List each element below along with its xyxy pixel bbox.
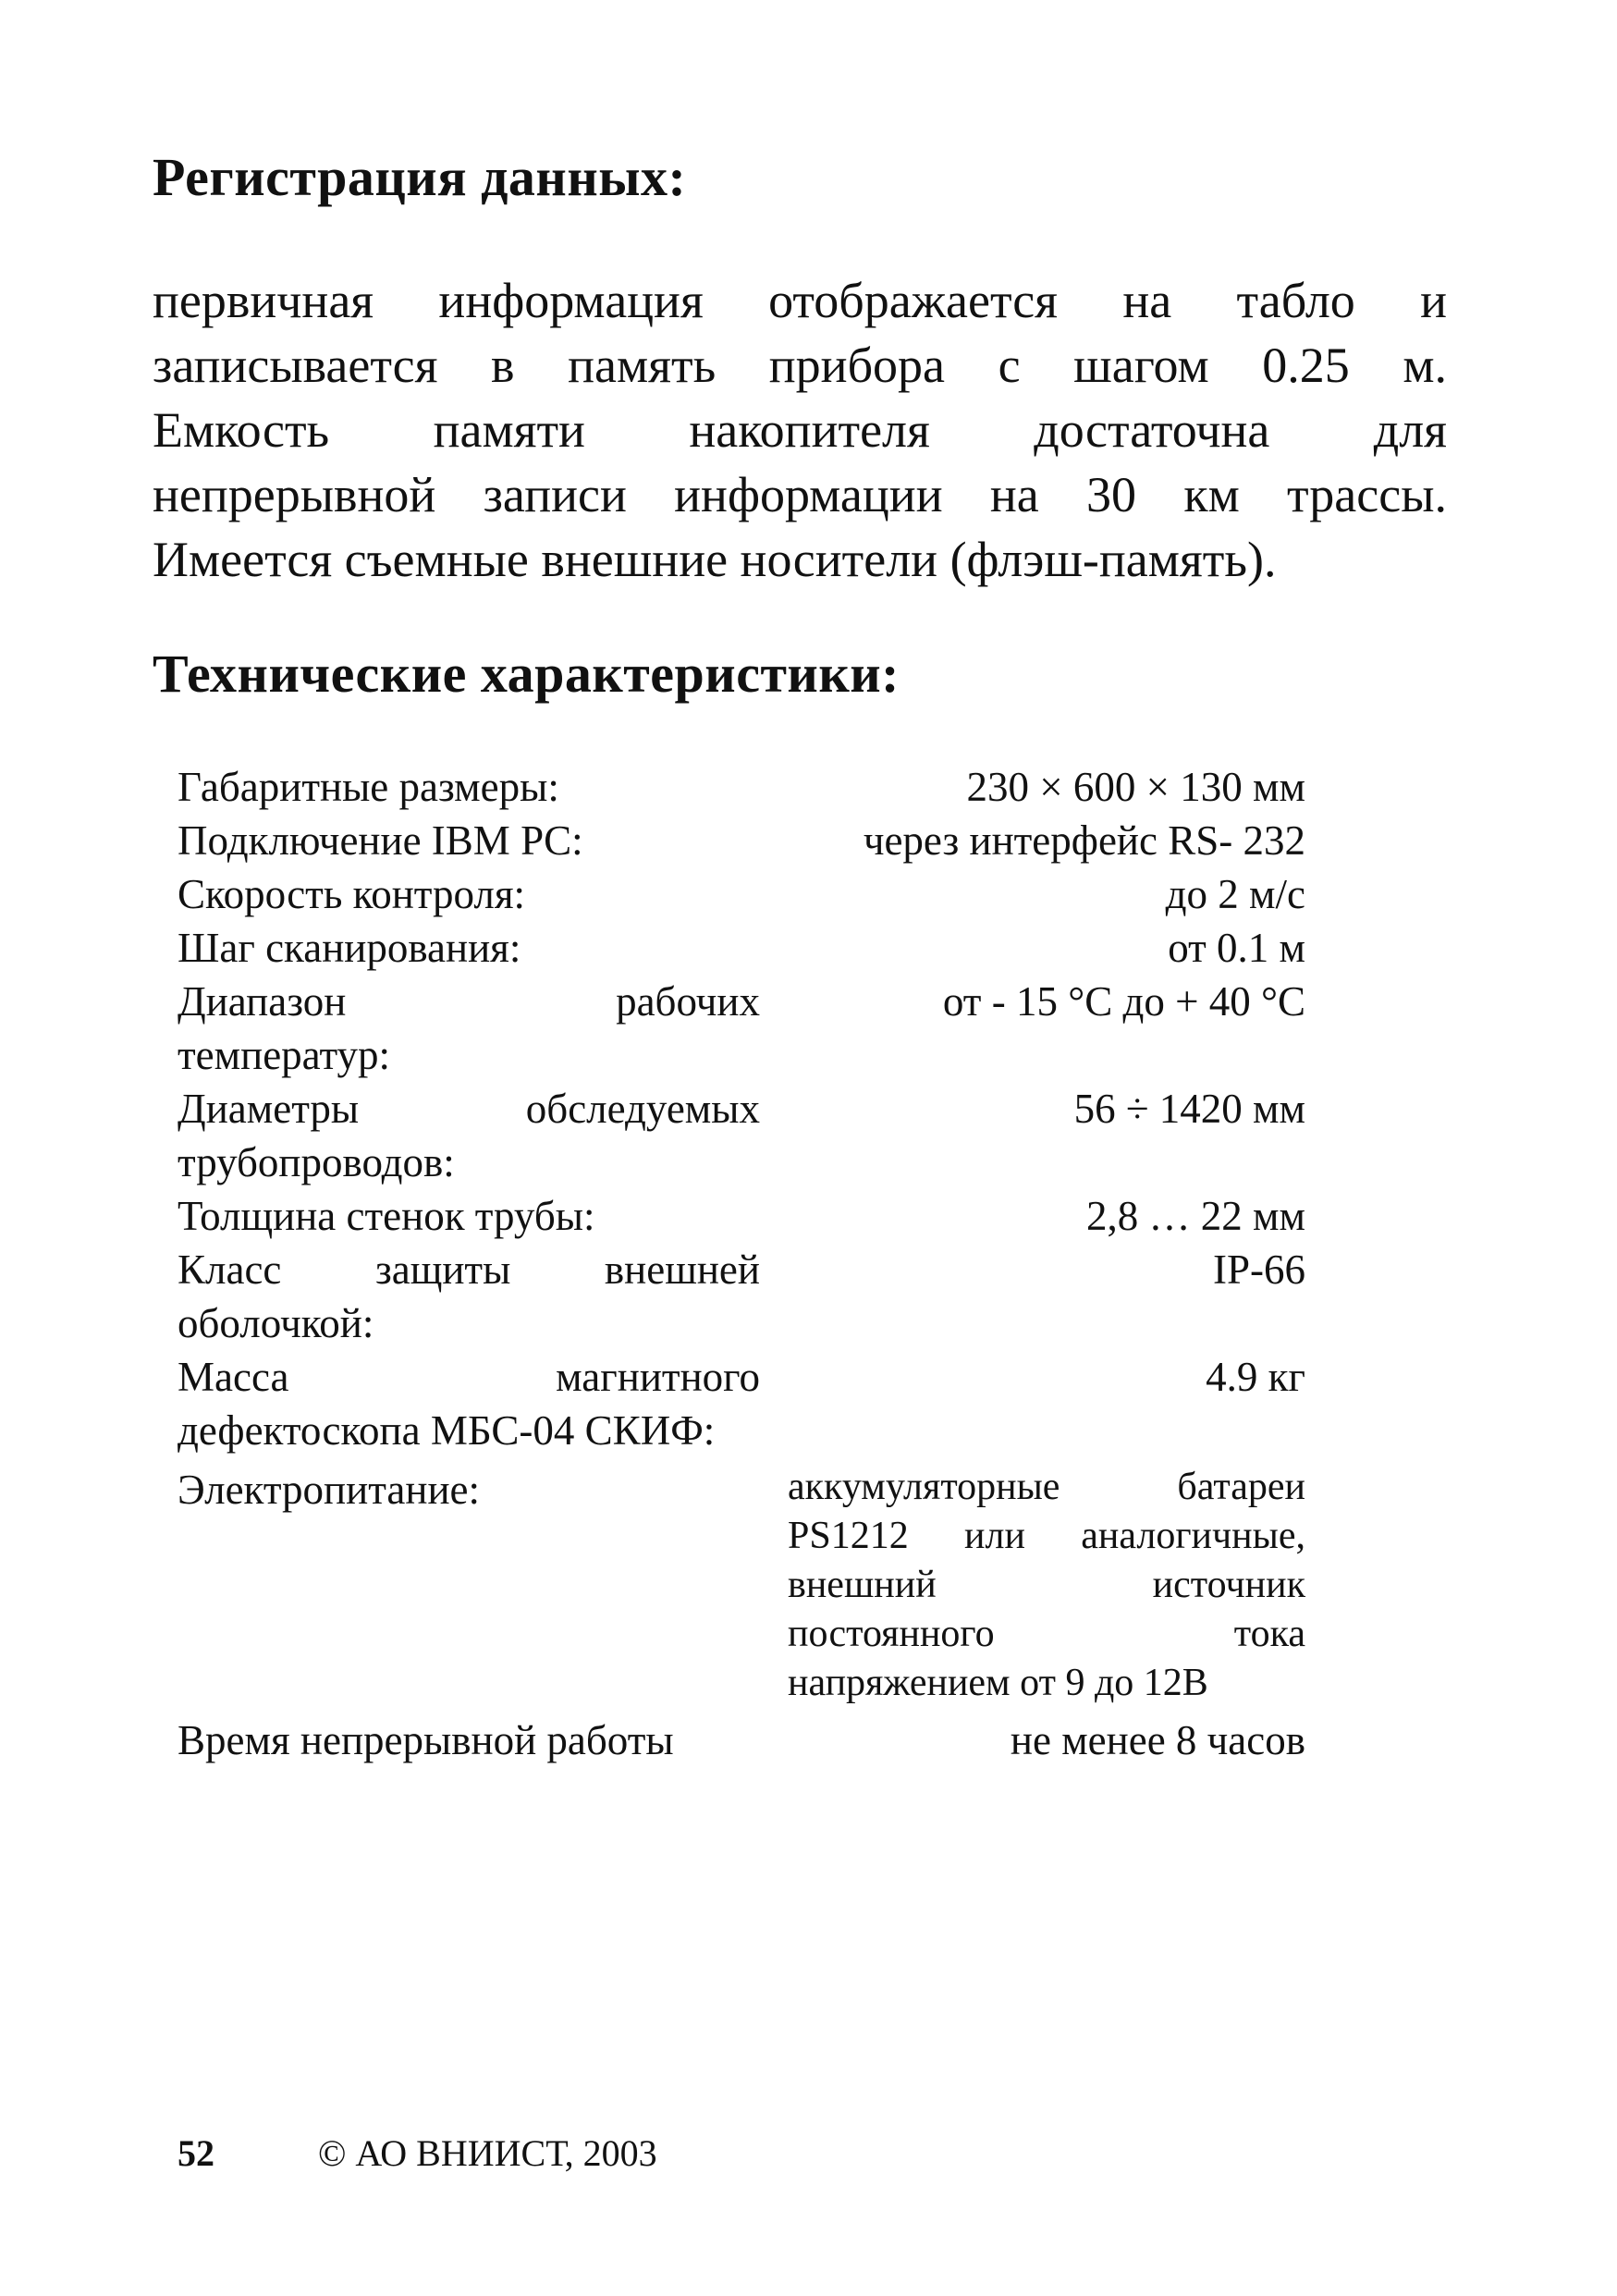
paragraph-line: непрерывной записи информации на 30 км трассы. [153, 467, 1447, 522]
specs-table [178, 760, 1305, 1767]
spec-row-dimensions [178, 760, 1305, 814]
spec-label-line: дефектоскопа МБС-04 СКИФ: [178, 1407, 716, 1454]
spec-value: через интерфейс RS- 232 [863, 817, 1305, 864]
spec-label-line: оболочкой: [178, 1300, 374, 1346]
spec-row-power-supply [178, 1463, 1305, 1708]
spec-label-line: Габаритные размеры: [178, 764, 559, 810]
spec-row-inspection-speed [178, 867, 1305, 921]
section-heading-technical-specs: Технические характеристики: [153, 644, 900, 704]
data-registration-paragraph [153, 268, 1447, 592]
spec-value: 230 × 600 × 130 мм [966, 764, 1305, 810]
page-number: 52 [178, 2132, 214, 2174]
spec-value: от - 15 °С до + 40 °С [942, 978, 1305, 1025]
spec-label-line: Скорость контроля: [178, 871, 526, 917]
spec-label-line: трубопроводов: [178, 1139, 455, 1185]
spec-label-line: Толщина стенок трубы: [178, 1193, 595, 1239]
spec-value-line: внешний источник [788, 1564, 1305, 1606]
spec-row-temperature-range [178, 975, 1305, 1082]
spec-label [178, 1243, 760, 1350]
spec-row-wall-thickness [178, 1189, 1305, 1243]
paragraph-line: Емкость памяти накопителя достаточна для [153, 402, 1447, 458]
spec-label-line: Время непрерывной работы [178, 1717, 674, 1763]
spec-row-pc-connection [178, 814, 1305, 867]
spec-label [178, 760, 760, 814]
spec-value: не менее 8 часов [1010, 1717, 1305, 1763]
spec-value: 56 ÷ 1420 мм [1073, 1086, 1305, 1132]
spec-row-pipe-diameters [178, 1082, 1305, 1189]
paragraph-line: Имеется съемные внешние носители (флэш-память). [153, 532, 1277, 587]
spec-row-continuous-operation [178, 1713, 1305, 1767]
spec-value-line: напряжением от 9 до 12В [788, 1662, 1208, 1704]
spec-label [178, 814, 760, 867]
spec-value: от 0.1 м [1168, 925, 1305, 971]
spec-label-line: Масса магнитного [178, 1354, 760, 1400]
spec-value: 4.9 кг [1206, 1354, 1305, 1400]
spec-label-line: Подключение IBM PC: [178, 817, 583, 864]
paragraph-line: записывается в память прибора с шагом 0.25 м. [153, 338, 1447, 393]
spec-row-protection-class [178, 1243, 1305, 1350]
spec-value-line: PS1212 или аналогичные, [788, 1515, 1305, 1557]
spec-label [178, 921, 760, 975]
spec-value: до 2 м/с [1165, 871, 1305, 917]
spec-label [178, 1463, 760, 1708]
spec-label-line: Диапазон рабочих [178, 978, 760, 1025]
paragraph-line: первичная информация отображается на табло и [153, 273, 1447, 328]
spec-row-mass [178, 1350, 1305, 1457]
spec-label [178, 1350, 760, 1457]
spec-label [178, 1713, 760, 1767]
spec-label-line: Класс защиты внешней [178, 1246, 760, 1293]
spec-value-line: аккумуляторные батареи [788, 1466, 1305, 1508]
copyright-text: © АО ВНИИСТ, 2003 [318, 2132, 657, 2174]
spec-label [178, 1082, 760, 1189]
spec-label [178, 867, 760, 921]
spec-value [788, 1463, 1305, 1708]
spec-label [178, 975, 760, 1082]
spec-label-line: Шаг сканирования: [178, 925, 521, 971]
spec-value: IP-66 [1213, 1246, 1305, 1293]
spec-row-scan-step [178, 921, 1305, 975]
spec-label [178, 1189, 760, 1243]
spec-label-line: температур: [178, 1032, 391, 1078]
section-heading-data-registration: Регистрация данных: [153, 147, 687, 207]
spec-label-line: Электропитание: [178, 1467, 481, 1513]
spec-label-line: Диаметры обследуемых [178, 1086, 760, 1132]
spec-value: 2,8 … 22 мм [1086, 1193, 1305, 1239]
spec-value-line: постоянного тока [788, 1613, 1305, 1655]
page-footer [178, 2131, 657, 2175]
